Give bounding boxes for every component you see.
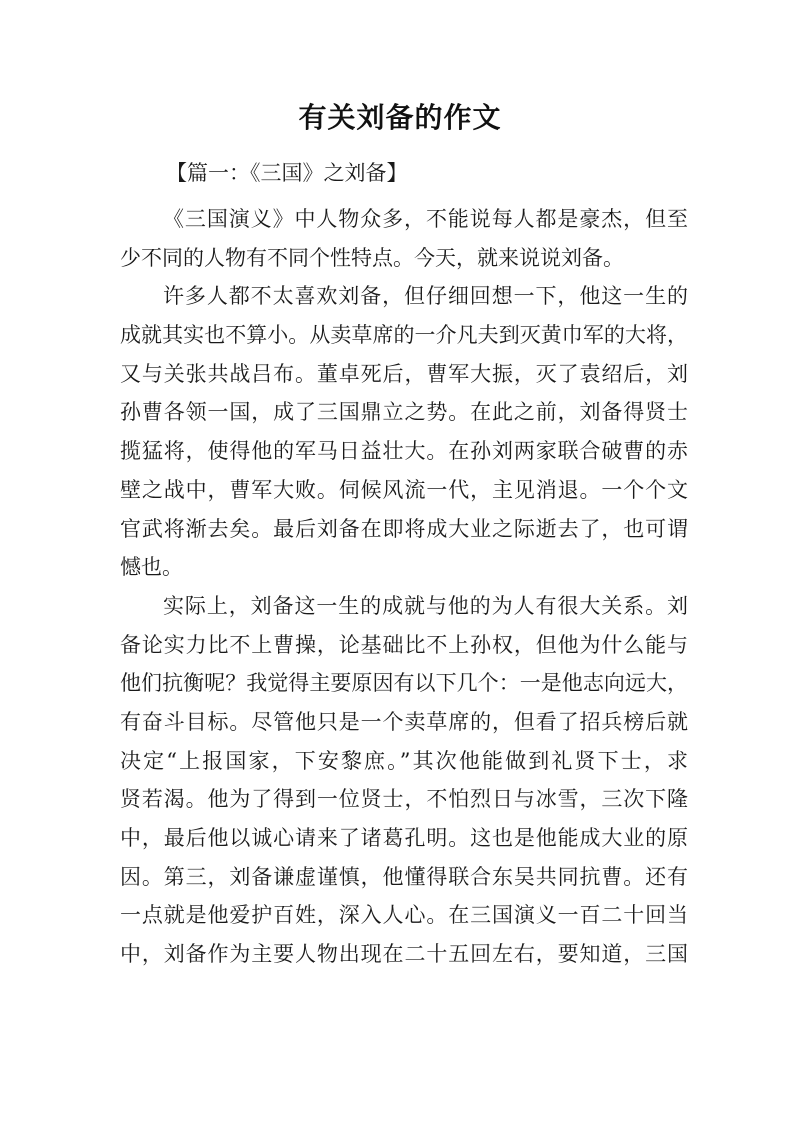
section-heading: 【篇一：《三国》之刘备】: [166, 161, 408, 185]
text-line: 决定“上报国家，下安黎庶。”其次他能做到礼贤下士，求: [120, 748, 688, 773]
paragraph-2: [120, 277, 688, 587]
text-line: 壁之战中，曹军大败。伺候风流一代，主见消退。一个个文: [120, 477, 688, 502]
text-line: 中，最后他以诚心请来了诸葛孔明。这也是他能成大业的原: [120, 826, 688, 850]
text-line: 少不同的人物有不同个性特点。今天，就来说说刘备。: [120, 245, 624, 270]
paragraph-1: [120, 200, 688, 277]
page-title: 有关刘备的作文: [298, 101, 502, 134]
text-line: 官武将渐去矣。最后刘备在即将成大业之际逝去了，也可谓: [120, 516, 688, 541]
text-line: 《三国演义》中人物众多，不能说每人都是豪杰，但至: [163, 207, 688, 231]
text-line: 憾也。: [120, 555, 183, 580]
text-line: 揽猛将，使得他的军马日益壮大。在孙刘两家联合破曹的赤: [120, 439, 688, 464]
essay-body: [120, 200, 688, 974]
text-line: 许多人都不太喜欢刘备，但仔细回想一下，他这一生的: [163, 284, 688, 309]
text-line: 成就其实也不算小。从卖草席的一介凡夫到灭黄巾军的大将，: [120, 323, 688, 348]
text-line: 备论实力比不上曹操，论基础比不上孙权，但他为什么能与: [120, 632, 688, 657]
text-line: 中，刘备作为主要人物出现在二十五回左右，要知道，三国: [120, 942, 688, 967]
text-line: 一点就是他爱护百姓，深入人心。在三国演义一百二十回当: [120, 903, 688, 928]
text-line: 又与关张共战吕布。董卓死后，曹军大振，灭了袁绍后，刘: [120, 361, 688, 386]
text-line: 他们抗衡呢？我觉得主要原因有以下几个：一是他志向远大，: [120, 671, 688, 696]
text-line: 孙曹各领一国，成了三国鼎立之势。在此之前，刘备得贤士: [120, 400, 688, 425]
text-line: 贤若渴。他为了得到一位贤士，不怕烈日与冰雪，三次下隆: [120, 787, 688, 812]
text-line: 有奋斗目标。尽管他只是一个卖草席的，但看了招兵榜后就: [120, 709, 688, 734]
text-line: 实际上，刘备这一生的成就与他的为人有很大关系。刘: [163, 593, 688, 618]
paragraph-3: [120, 587, 688, 974]
text-line: 因。第三，刘备谦虚谨慎，他懂得联合东吴共同抗曹。还有: [120, 864, 688, 889]
